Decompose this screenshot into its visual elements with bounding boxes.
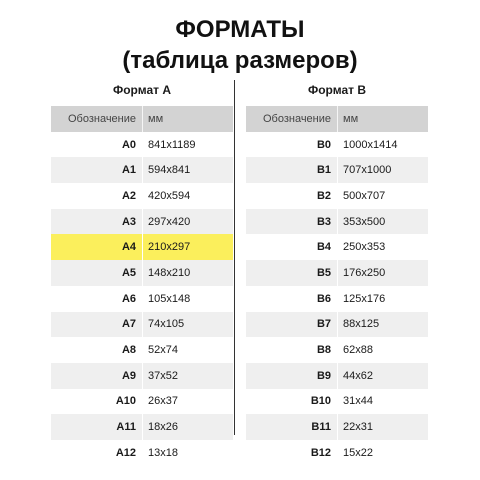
format-a-size-mm: 210x297 xyxy=(142,234,233,260)
format-b-row xyxy=(246,337,428,363)
format-b-designation: B4 xyxy=(316,241,331,254)
format-b-size-mm: 1000x1414 xyxy=(337,132,428,158)
format-a-row xyxy=(51,209,233,235)
page-title xyxy=(0,14,480,76)
format-a-table xyxy=(51,80,233,466)
format-b-size-mm: 62x88 xyxy=(337,337,428,363)
format-a-row xyxy=(51,337,233,363)
format-b-designation: B3 xyxy=(316,215,331,228)
format-a-size-mm: 52x74 xyxy=(142,337,233,363)
format-a-col-mm: мм xyxy=(142,106,233,132)
format-a-row xyxy=(51,132,233,158)
format-a-designation: A6 xyxy=(121,292,136,305)
format-a-size-mm: 74x105 xyxy=(142,312,233,338)
format-b-size-mm: 500x707 xyxy=(337,183,428,209)
format-b-row xyxy=(246,132,428,158)
format-b-row xyxy=(246,260,428,286)
format-b-designation: B7 xyxy=(316,318,331,331)
format-a-size-mm: 420x594 xyxy=(142,183,233,209)
format-b-row xyxy=(246,183,428,209)
format-a-row xyxy=(51,157,233,183)
format-b-heading: Формат В xyxy=(307,83,366,97)
format-b-designation: B9 xyxy=(316,369,331,382)
format-a-size-mm: 841x1189 xyxy=(142,132,233,158)
format-b-row xyxy=(246,440,428,466)
format-a-heading: Формат А xyxy=(112,83,171,97)
format-b-size-mm: 125x176 xyxy=(337,286,428,312)
format-a-designation: A12 xyxy=(115,446,136,459)
format-a-designation: A7 xyxy=(121,318,136,331)
format-a-designation: A2 xyxy=(121,189,136,202)
format-a-row xyxy=(51,440,233,466)
format-b-size-mm: 88x125 xyxy=(337,312,428,338)
title-line-1: ФОРМАТЫ xyxy=(175,16,305,43)
format-a-size-mm: 13x18 xyxy=(142,440,233,466)
format-a-row xyxy=(51,414,233,440)
format-a-designation: A1 xyxy=(121,164,136,177)
format-b-col-mm: мм xyxy=(337,106,428,132)
format-a-size-mm: 37x52 xyxy=(142,363,233,389)
format-a-designation: A5 xyxy=(121,266,136,279)
format-a-col-designation: Обозначение xyxy=(67,112,136,125)
format-b-designation: B5 xyxy=(316,266,331,279)
format-a-row xyxy=(51,312,233,338)
format-a-rows xyxy=(51,132,233,466)
format-a-designation: A4 xyxy=(121,241,136,254)
column-divider xyxy=(234,80,235,435)
format-b-designation: B11 xyxy=(311,421,331,434)
format-a-size-mm: 105x148 xyxy=(142,286,233,312)
format-b-size-mm: 353x500 xyxy=(337,209,428,235)
format-b-table xyxy=(246,80,428,466)
format-a-designation: A3 xyxy=(121,215,136,228)
format-b-size-mm: 15x22 xyxy=(337,440,428,466)
format-b-size-mm: 44x62 xyxy=(337,363,428,389)
format-a-header-row xyxy=(51,106,233,132)
format-b-row xyxy=(246,363,428,389)
format-a-size-mm: 297x420 xyxy=(142,209,233,235)
format-a-designation: A8 xyxy=(121,344,136,357)
format-b-size-mm: 22x31 xyxy=(337,414,428,440)
format-b-designation: B6 xyxy=(316,292,331,305)
format-b-row xyxy=(246,312,428,338)
format-a-row xyxy=(51,234,233,260)
format-b-size-mm: 31x44 xyxy=(337,389,428,415)
format-b-designation: B1 xyxy=(316,164,331,177)
format-b-designation: B12 xyxy=(310,446,331,459)
format-b-row xyxy=(246,234,428,260)
format-a-designation: A0 xyxy=(121,138,136,151)
format-b-size-mm: 176x250 xyxy=(337,260,428,286)
format-b-row xyxy=(246,286,428,312)
format-a-size-mm: 148x210 xyxy=(142,260,233,286)
format-b-row xyxy=(246,389,428,415)
format-b-row xyxy=(246,157,428,183)
format-a-size-mm: 18x26 xyxy=(142,414,233,440)
title-line-2: (таблица размеров) xyxy=(122,47,358,74)
format-b-designation: B2 xyxy=(316,189,331,202)
format-b-rows xyxy=(246,132,428,466)
format-b-designation: B0 xyxy=(316,138,331,151)
format-a-designation: A11 xyxy=(116,421,136,434)
format-b-size-mm: 250x353 xyxy=(337,234,428,260)
format-b-designation: B8 xyxy=(316,344,331,357)
format-a-size-mm: 26x37 xyxy=(142,389,233,415)
format-a-row xyxy=(51,260,233,286)
format-a-row xyxy=(51,286,233,312)
format-a-row xyxy=(51,363,233,389)
format-b-header-row xyxy=(246,106,428,132)
format-b-row xyxy=(246,414,428,440)
format-a-row xyxy=(51,183,233,209)
format-a-row xyxy=(51,389,233,415)
format-b-designation: B10 xyxy=(310,395,331,408)
format-a-size-mm: 594x841 xyxy=(142,157,233,183)
format-b-col-designation: Обозначение xyxy=(262,112,331,125)
format-b-size-mm: 707x1000 xyxy=(337,157,428,183)
format-a-designation: A10 xyxy=(115,395,136,408)
format-a-designation: A9 xyxy=(121,369,136,382)
format-b-row xyxy=(246,209,428,235)
